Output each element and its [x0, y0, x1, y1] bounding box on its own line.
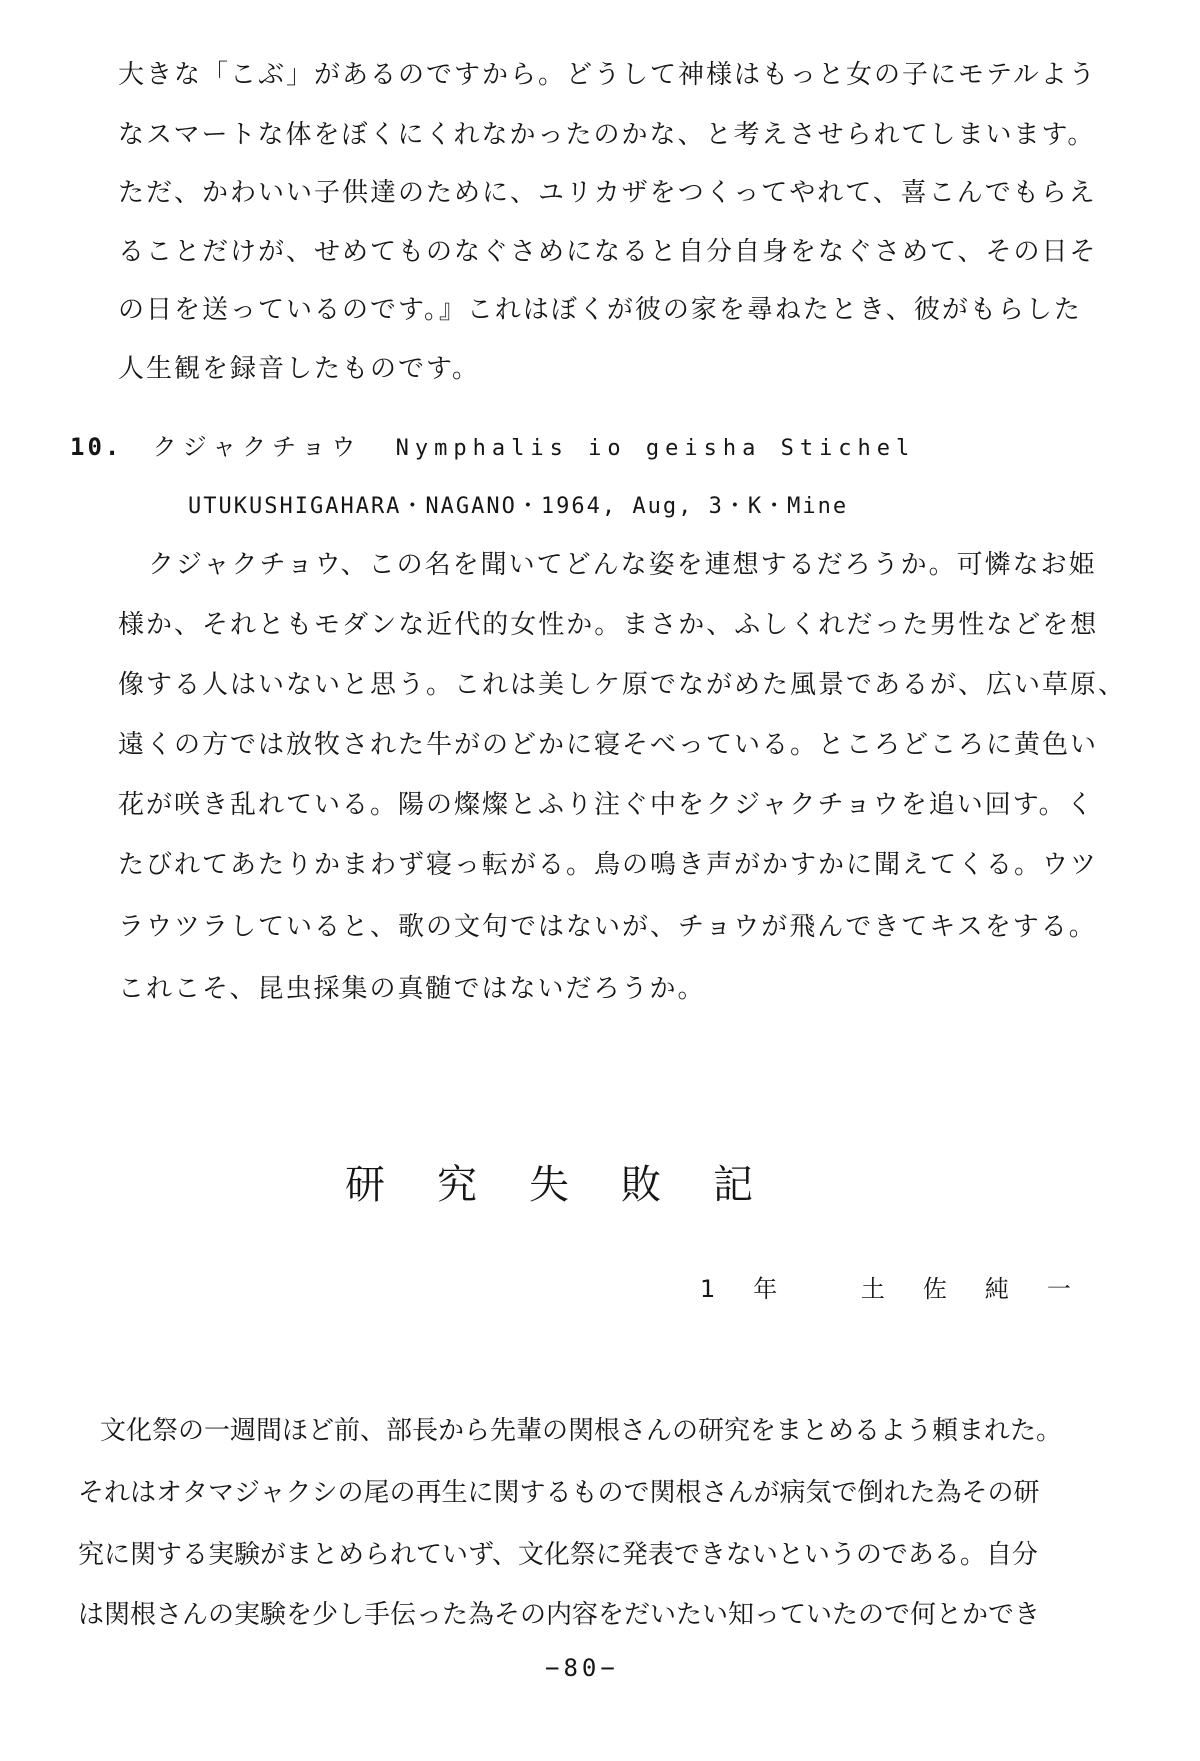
- article-title: 研究失敗記: [345, 1162, 805, 1208]
- text-line: クジャクチョウ、この名を聞いてどんな姿を連想するだろうか。可憐なお姫: [148, 550, 1097, 580]
- text-line: 大きな「こぶ」があるのですから。どうして神様はもっと女の子にモテルよう: [118, 60, 1097, 90]
- text-line: 花が咲き乱れている。陽の燦燦とふり注ぐ中をクジャクチョウを追い回す。く: [118, 790, 1095, 820]
- text-line: 像する人はいないと思う。これは美しケ原でながめた風景であるが、広い草原、: [118, 670, 1127, 700]
- text-line: 究に関する実験がまとめられていず、文化祭に発表できないというのである。自分: [78, 1540, 1038, 1570]
- text-line: 様か、それともモダンな近代的女性か。まさか、ふしくれだった男性などを想: [118, 610, 1099, 640]
- text-line: は関根さんの実験を少し手伝った為その内容をだいたい知っていたので何とかでき: [78, 1600, 1041, 1630]
- text-line: それはオタマジャクシの尾の再生に関するもので関根さんが病気で倒れた為その研: [78, 1478, 1040, 1508]
- specimen-heading: [70, 432, 915, 464]
- page-number: −80−: [545, 1654, 619, 1682]
- article-author: 1年 土佐純一: [700, 1275, 1109, 1303]
- text-line: ることだけが、せめてものなぐさめになると自分自身をなぐさめて、その日そ: [118, 237, 1098, 267]
- text-line: 遠くの方では放牧された牛がのどかに寝そべっている。ところどころに黄色い: [118, 730, 1099, 760]
- text-line: 文化祭の一週間ほど前、部長から先輩の関根さんの研究をまとめるよう頼まれた。: [100, 1416, 1063, 1446]
- text-line: なスマートな体をぼくにくれなかったのかな、と考えさせられてしまいます。: [118, 120, 1096, 150]
- text-line: ラウツラしていると、歌の文句ではないが、チョウが飛んできてキスをする。: [118, 912, 1097, 942]
- text-line: たびれてあたりかまわず寝っ転がる。鳥の鳴き声がかすかに聞えてくる。ウツ: [118, 850, 1099, 880]
- specimen-locality: UTUKUSHIGAHARA・NAGANO・1964, Aug, 3・K・Mine: [188, 494, 849, 519]
- entry-number: 10.: [70, 433, 123, 461]
- text-line: 人生観を録音したものです。: [118, 354, 480, 384]
- text-line: の日を送っているのです。』これはぼくが彼の家を尋ねたとき、彼がもらした: [118, 295, 1082, 325]
- text-line: ただ、かわいい子供達のために、ユリカザをつくってやれて、喜こんでもらえ: [118, 178, 1097, 208]
- species-name-japanese: クジャクチョウ: [152, 433, 362, 461]
- species-name-latin: Nymphalis io geisha Stichel: [395, 436, 916, 461]
- text-line: これこそ、昆虫採集の真髄ではないだろうか。: [118, 974, 706, 1004]
